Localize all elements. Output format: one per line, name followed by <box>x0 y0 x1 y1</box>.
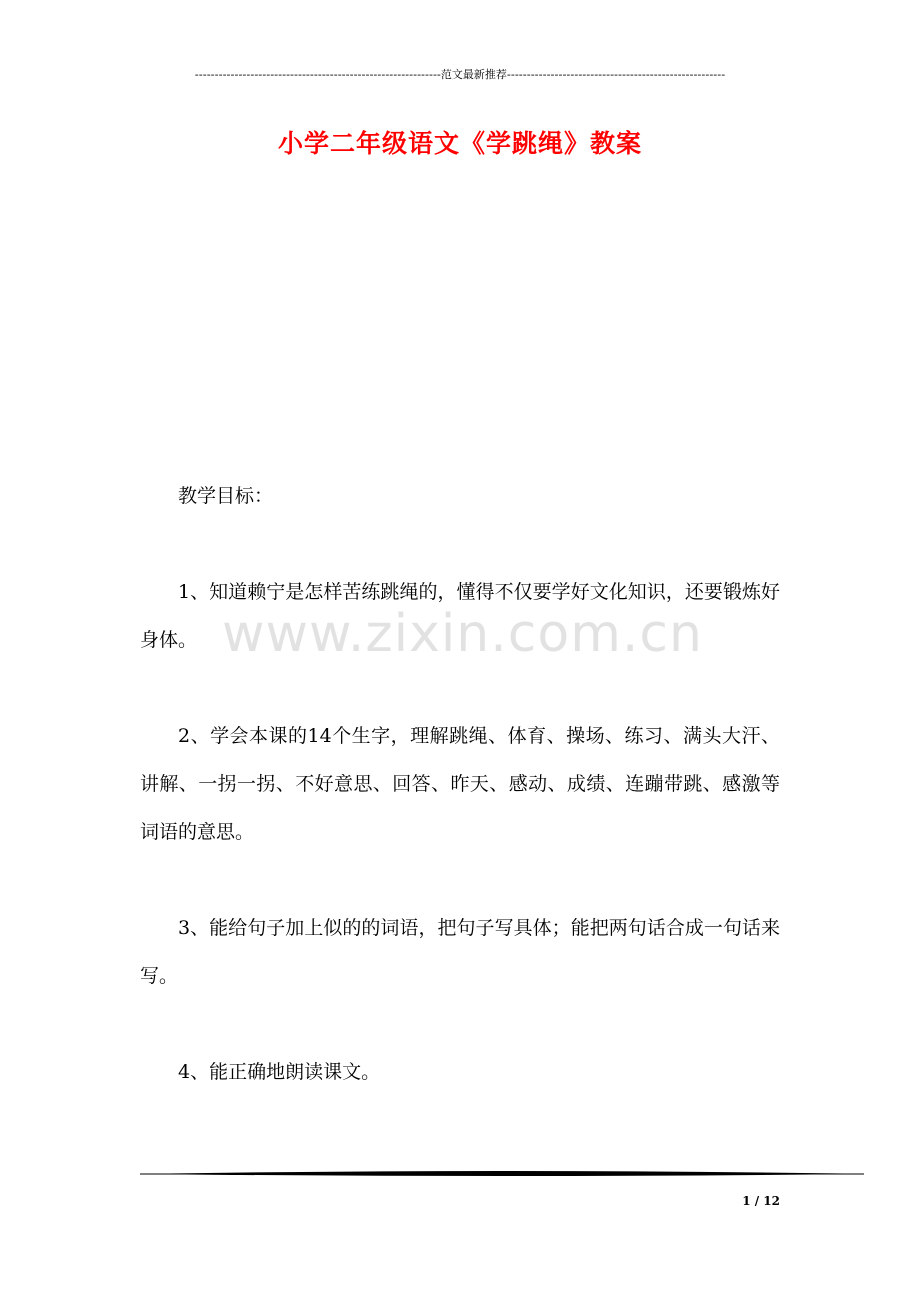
header-right-dashes: ------------------------------------------------------- <box>506 68 726 81</box>
page-number: 1 / 12 <box>742 1194 780 1208</box>
paragraph-3-block <box>140 904 780 1000</box>
paragraph-1: 1、知道赖宁是怎样苦练跳绳的，懂得不仅要学好文化知识，还要锻炼好身体。 <box>140 581 780 651</box>
paragraph-3: 3、能给句子加上似的的词语，把句子写具体；能把两句话合成一句话来写。 <box>140 917 780 987</box>
footer-rule <box>140 1168 864 1180</box>
section-heading: 教学目标： <box>178 485 274 507</box>
paragraph-2: 2、学会本课的14个生字，理解跳绳、体育、操场、练习、满头大汗、讲解、一拐一拐、不好意思、回答、昨天、感动、成绩、连蹦带跳、感激等词语的意思。 <box>140 725 780 843</box>
document-title: 小学二年级语文《学跳绳》教案 <box>277 129 642 158</box>
section-heading-block <box>140 472 780 520</box>
paragraph-4: 4、能正确地朗读课文。 <box>178 1061 381 1083</box>
page-header <box>140 68 780 82</box>
paragraph-2-block <box>140 712 780 856</box>
paragraph-1-block <box>140 568 780 664</box>
paragraph-4-block <box>140 1048 780 1096</box>
watermark: www.zixin.com.cn <box>222 604 703 664</box>
header-label: 范文最新推荐 <box>440 68 507 81</box>
header-left-dashes: -------------------------------------------------------------- <box>194 68 441 81</box>
